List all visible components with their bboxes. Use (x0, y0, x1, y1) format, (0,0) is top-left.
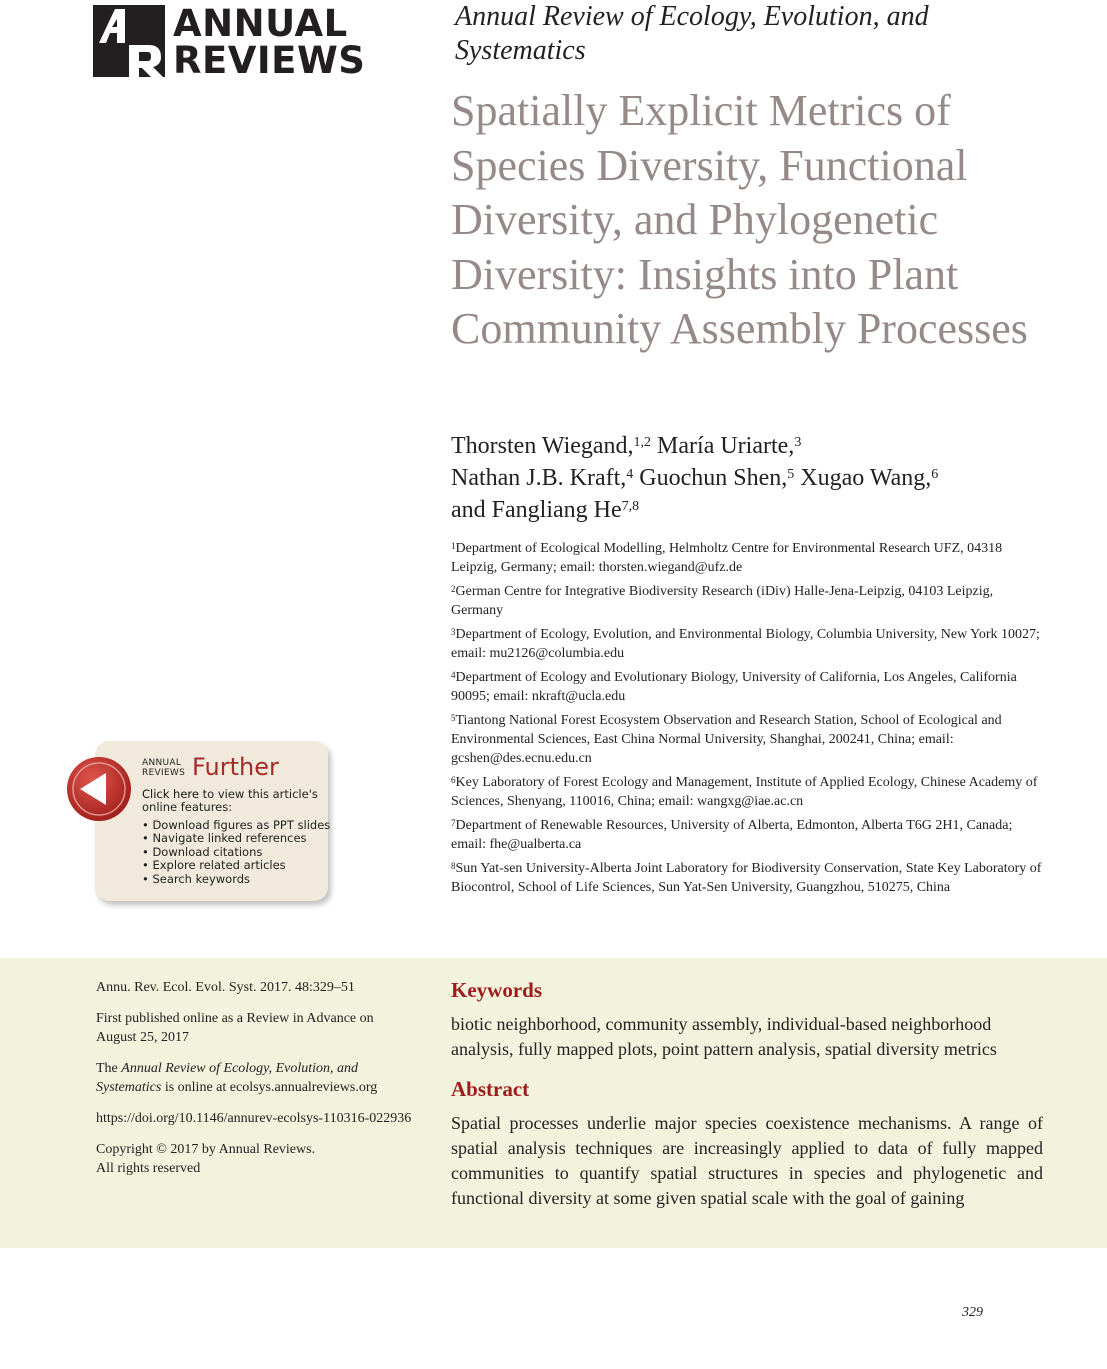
keywords-text: biotic neighborhood, community assembly, individual-based neighborhood analysis, fully mapped plots, point pattern analysis, spatial diversity metrics (451, 1014, 997, 1059)
copyright: Copyright © 2017 by Annual Reviews. All rights reserved (96, 1142, 316, 1176)
affiliation: $^4$Department of Ecology and Evolutionary Biology, University of California, Los Angeles, California 90095; email: nkraft@ucla.edu (451, 670, 1017, 704)
affiliation-list (451, 539, 1046, 902)
ar-monogram-icon (93, 5, 165, 77)
page-number: 329 (962, 1305, 983, 1320)
journal-name: Annual Review of Ecology, Evolution, and Systematics (455, 1, 929, 66)
keywords-heading: Keywords (451, 978, 542, 1002)
logo-line-2: REVIEWS (173, 39, 366, 82)
affiliation: $^6$Key Laboratory of Forest Ecology and Management, Institute of Applied Ecology, Chinese Academy of Sciences, Shenyang, 110016, China; email: wangxg@iae.ac.cn (451, 775, 1038, 809)
published-date: First published online as a Review in Advance on August 25, 2017 (96, 1011, 374, 1045)
author[interactable]: and Fangliang He$^{7,8}$ (451, 497, 640, 523)
author[interactable]: Guochun Shen,$^5$ (633, 465, 795, 491)
abstract-text: Spatial processes underlie major species coexistence mechanisms. A range of spatial analysis techniques are increasingly applied to data of fully mapped communities to quantify spatial structures in species and phylogenetic and functional diversity at some given spatial scale with the goal of gaining (451, 1113, 1043, 1208)
further-panel[interactable] (66, 741, 331, 906)
further-feature-item[interactable]: • Explore related articles (142, 859, 330, 872)
citation: Annu. Rev. Ecol. Evol. Syst. 2017. 48:329–51 (96, 980, 355, 995)
further-brand: ANNUAL REVIEWS (142, 758, 186, 778)
doi-link[interactable]: https://doi.org/10.1146/annurev-ecolsys-110316-022936 (96, 1111, 412, 1126)
further-feature-item[interactable]: • Search keywords (142, 873, 330, 886)
abstract-heading: Abstract (451, 1077, 530, 1101)
affiliation: $^7$Department of Renewable Resources, University of Alberta, Edmonton, Alberta T6G 2H1, Canada; email: fhe@ualberta.ca (451, 818, 1013, 852)
further-intro: Click here to view this article's online features: (142, 787, 318, 814)
author-list (451, 430, 1051, 526)
further-feature-list (142, 819, 330, 886)
author[interactable]: María Uriarte,$^3$ (651, 433, 802, 459)
article-title: Spatially Explicit Metrics of Species Diversity, Functional Diversity, and Phylogenetic Diversity: Insights into Plant Community Assembly Processes (451, 86, 1028, 353)
logo-line-1: ANNUAL (173, 2, 348, 45)
click-here-link[interactable]: Click here (142, 787, 199, 801)
online-info: The Annual Review of Ecology, Evolution, and Systematics is online at ecolsys.annualreviews.org (96, 1061, 378, 1095)
author[interactable]: Xugao Wang,$^6$ (794, 465, 939, 491)
author[interactable]: Thorsten Wiegand,$^{1,2}$ (451, 433, 652, 459)
affiliation: $^3$Department of Ecology, Evolution, and Environmental Biology, Columbia University, New York 10027; email: mu2126@columbia.edu (451, 627, 1040, 661)
author[interactable]: Nathan J.B. Kraft,$^4$ (451, 465, 634, 491)
affiliation: $^8$Sun Yat-sen University-Alberta Joint Laboratory for Biodiversity Conservation, State Key Laboratory of Biocontrol, School of Life Sciences, Sun Yat-Sen University, Guangzhou, 510275, China (451, 861, 1042, 895)
affiliation: $^1$Department of Ecological Modelling, Helmholtz Centre for Environmental Research UFZ, 04318 Leipzig, Germany; email: thorsten.wiegand@ufz.de (451, 541, 1003, 575)
annual-reviews-logo (93, 2, 368, 82)
further-feature-item[interactable]: • Navigate linked references (142, 832, 330, 845)
play-arrow-icon[interactable] (66, 756, 132, 822)
affiliation: $^2$German Centre for Integrative Biodiversity Research (iDiv) Halle-Jena-Leipzig, 04103 Leipzig, Germany (451, 584, 994, 618)
article-meta (96, 978, 416, 1190)
affiliation: $^5$Tiantong National Forest Ecosystem Observation and Research Station, School of Ecological and Environmental Sciences, East China Normal University, Shanghai, 200241, China; email: gcshen@des.ecnu.edu.cn (451, 713, 1002, 766)
further-title: Further (192, 753, 279, 781)
further-feature-item[interactable]: • Download figures as PPT slides (142, 819, 330, 832)
further-feature-item[interactable]: • Download citations (142, 846, 330, 859)
